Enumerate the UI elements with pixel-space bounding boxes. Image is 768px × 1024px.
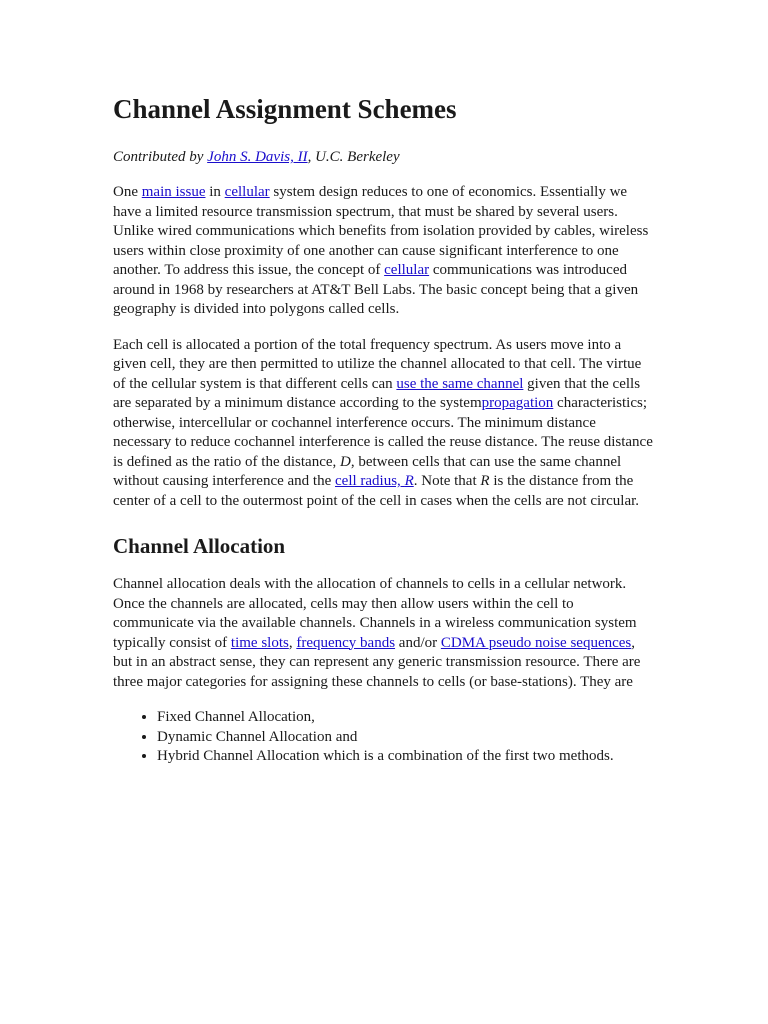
text-run: Channel allocation deals with the allocation of channels to cells in a cellular network. Once the channels are allocated, cells may then allow users within the cell to communicate via the available channels. Channels in a wireless communication system typically consist of <box>113 576 637 651</box>
reuse-paragraph <box>113 336 653 512</box>
cell-radius-variable: R <box>404 473 414 489</box>
propagation-link[interactable]: propagation <box>481 395 554 411</box>
byline-suffix: , U.C. Berkeley <box>307 149 400 165</box>
section-heading: Channel Allocation <box>113 534 286 558</box>
text-run: . Note that <box>413 473 481 489</box>
intro-paragraph <box>113 183 653 320</box>
text-run: , <box>288 634 297 651</box>
frequency-bands-link[interactable]: frequency bands <box>296 634 396 651</box>
author-link[interactable]: John S. Davis, II <box>207 149 308 165</box>
byline <box>113 147 653 167</box>
cellular-link[interactable]: cellular <box>224 184 270 200</box>
use-same-channel-link[interactable]: use the same channel <box>396 375 524 392</box>
cdma-link[interactable]: CDMA pseudo noise sequences <box>440 634 632 651</box>
cell-radius-link-text: cell radius, <box>335 473 405 489</box>
text-run: communications was introduced around in 1968 by researchers at AT&T Bell Labs. The basic concept being that a given geography is divided into polygons called cells. <box>113 262 639 317</box>
variable-d: D <box>340 453 351 470</box>
text-run: and/or <box>395 634 441 651</box>
text-run: in <box>205 184 225 200</box>
allocation-list <box>113 708 653 767</box>
main-issue-link[interactable]: main issue <box>141 184 206 200</box>
list-item: • Hybrid Channel Allocation which is a combination of the first two methods. <box>157 747 653 767</box>
text-run: given that the cells are separated by a minimum distance according to the system <box>113 375 641 411</box>
byline-prefix: Contributed by <box>113 149 208 165</box>
text-run: is the distance from the center of a cell to the outermost point of the cell in cases when the cells are not circular. <box>113 473 640 509</box>
cellular-link-2[interactable]: cellular <box>384 262 430 278</box>
page-title: Channel Assignment Schemes <box>113 94 457 124</box>
cell-radius-link[interactable] <box>335 473 414 489</box>
allocation-paragraph <box>113 575 653 692</box>
article-body <box>113 93 653 767</box>
text-run: characteristics; otherwise, intercellular or cochannel interference occurs. The minimum distance necessary to reduce cochannel interference is called the reuse distance. The reuse distance is defined as the ratio of the distance, <box>113 395 653 470</box>
variable-r: R <box>480 473 490 489</box>
text-run: system design reduces to one of economics. Essentially we have a limited resource transmission spectrum, that must be shared by several users. Unlike wired communications which benefits from isolation provided by cables, wireless users within close proximity of one another can cause significant interference to one another. To address this issue, the concept of <box>113 184 649 278</box>
list-item: • Fixed Channel Allocation, <box>157 708 653 728</box>
text-run: Each cell is allocated a portion of the total frequency spectrum. As users move into a given cell, they are then permitted to utilize the channel allocated to that cell. The virtue of the cellular system is that different cells can <box>113 336 642 392</box>
text-run: , between cells that can use the same channel without causing interference and the <box>113 453 622 489</box>
time-slots-link[interactable]: time slots <box>230 634 289 651</box>
text-run: One <box>113 184 142 200</box>
text-run: , but in an abstract sense, they can represent any generic transmission resource. There are three major categories for assigning these channels to cells (or base-stations). They are <box>113 634 641 690</box>
list-item: • Dynamic Channel Allocation and <box>157 728 653 748</box>
